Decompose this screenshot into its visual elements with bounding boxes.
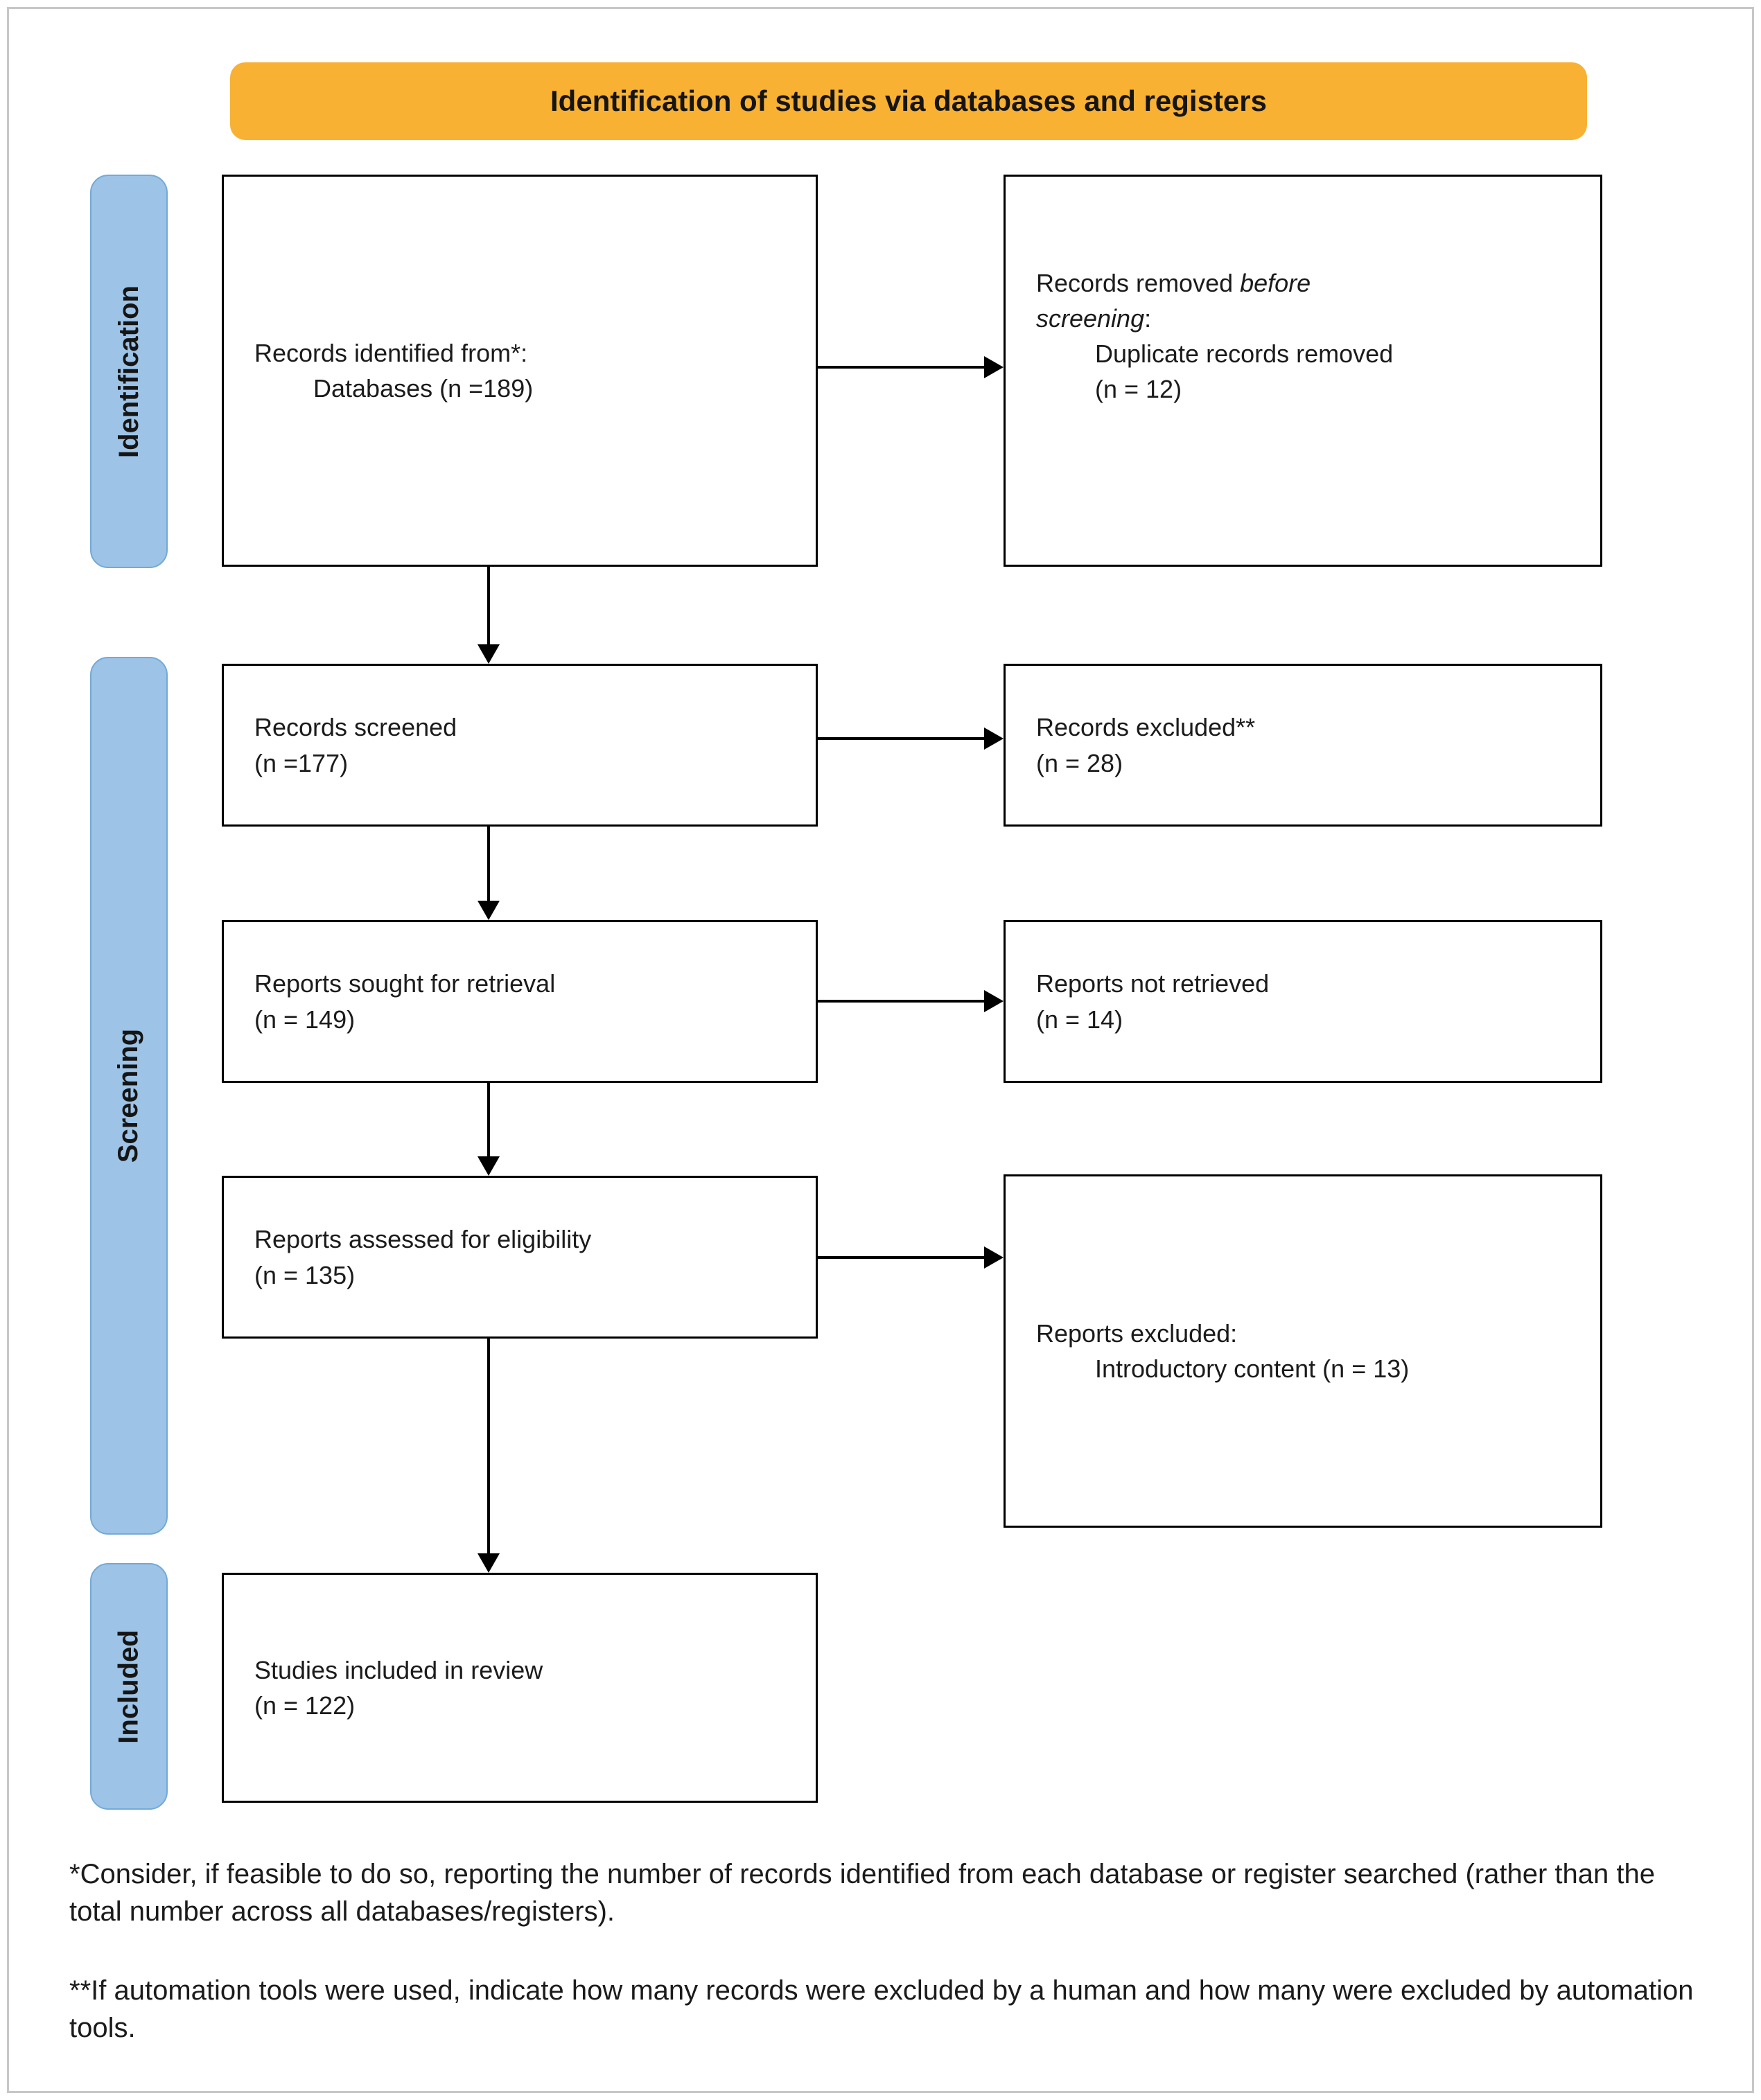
- box-studies-included: [222, 1573, 818, 1803]
- arrow-identified-to-screened: [476, 567, 501, 664]
- box-line-text-italic: before: [1240, 268, 1311, 297]
- box-reports-excluded: [1004, 1174, 1602, 1528]
- arrow-screened-to-sought: [476, 827, 501, 920]
- footnote-1: *Consider, if feasible to do so, reporting the number of records identified from each database or register searched (rather than the total number across all databases/registers).: [69, 1859, 1655, 1927]
- box-line: Records excluded**: [1036, 713, 1256, 742]
- box-records-excluded: [1004, 664, 1602, 827]
- stage-label-text: Screening: [113, 1028, 144, 1163]
- box-line: Reports assessed for eligibility: [254, 1225, 592, 1254]
- box-line: [1036, 265, 1579, 301]
- arrow-screened-to-excluded: [818, 726, 1004, 751]
- box-line: [1036, 301, 1579, 336]
- arrow-sought-to-assessed: [476, 1083, 501, 1176]
- title-banner: [230, 62, 1587, 140]
- box-reports-assessed: [222, 1176, 818, 1339]
- box-line: Duplicate records removed: [1095, 339, 1394, 368]
- box-line: Databases (n =189): [313, 374, 534, 403]
- box-line: (n = 14): [1036, 1005, 1123, 1034]
- box-line: Reports not retrieved: [1036, 969, 1270, 998]
- box-line: (n = 135): [254, 1260, 356, 1289]
- box-line: (n =177): [254, 748, 349, 777]
- arrow-assessed-to-excluded: [818, 1245, 1004, 1270]
- box-reports-not-retrieved: [1004, 920, 1602, 1083]
- box-line: (n = 122): [254, 1691, 356, 1720]
- stage-label-identification: [90, 175, 168, 568]
- box-records-screened: [222, 664, 818, 827]
- box-line: (n = 28): [1036, 748, 1123, 777]
- box-line: Reports sought for retrieval: [254, 969, 556, 998]
- box-line: (n = 12): [1095, 375, 1182, 404]
- stage-label-screening: [90, 657, 168, 1535]
- stage-label-text: Identification: [113, 285, 144, 458]
- box-line: Records screened: [254, 713, 457, 742]
- title-text: Identification of studies via databases and registers: [550, 85, 1267, 117]
- arrow-sought-to-not-retrieved: [818, 989, 1004, 1014]
- box-reports-sought: [222, 920, 818, 1083]
- footnote-2: **If automation tools were used, indicate how many records were excluded by a human and how many were excluded by automation tools.: [69, 1975, 1694, 2043]
- stage-label-included: [90, 1563, 168, 1810]
- arrow-assessed-to-included: [476, 1339, 501, 1573]
- box-line-text: :: [1144, 303, 1152, 333]
- box-records-removed: [1004, 175, 1602, 567]
- box-line: Reports excluded:: [1036, 1318, 1238, 1348]
- box-line: Studies included in review: [254, 1655, 543, 1684]
- footnotes: [69, 1855, 1698, 2047]
- stage-label-text: Included: [113, 1629, 144, 1744]
- box-line-text-italic: screening: [1036, 303, 1145, 333]
- box-line: Introductory content (n = 13): [1095, 1355, 1410, 1383]
- arrow-identified-to-removed: [818, 355, 1004, 380]
- box-line: (n = 149): [254, 1005, 356, 1034]
- box-line: Records identified from*:: [254, 338, 528, 367]
- box-line-text: Records removed: [1036, 268, 1241, 297]
- box-records-identified: [222, 175, 818, 567]
